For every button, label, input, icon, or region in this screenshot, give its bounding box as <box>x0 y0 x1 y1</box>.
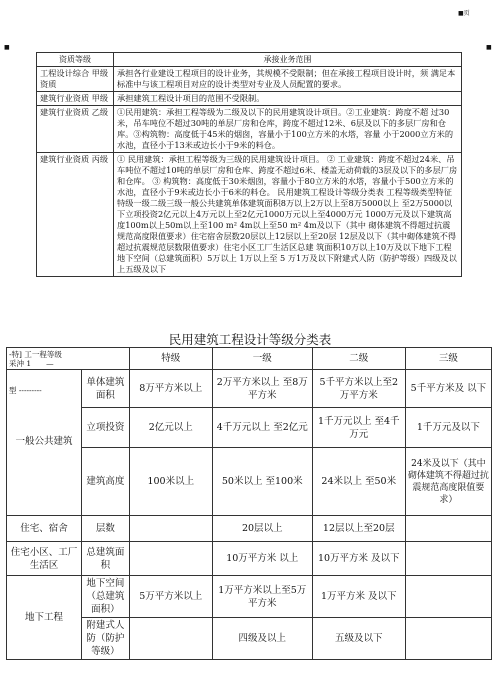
cell <box>129 516 212 542</box>
cell: 8万平方米以上 <box>129 370 212 408</box>
scope-cell: 承担建筑工程设计项目的范围不受限制。 <box>114 92 462 106</box>
category-housing: 住宅、宿舍 <box>7 516 82 542</box>
cell: 50米以上 至100米 <box>212 448 312 516</box>
cell: 五级及以下 <box>312 618 405 660</box>
grade-cell: 建筑行业资质 丙级 <box>37 153 114 277</box>
row-label: 附建式人防（防护等级） <box>82 618 130 660</box>
cell: 2亿元以上 <box>129 408 212 448</box>
cell: 2万平方米以上 至8万平方米 <box>212 370 312 408</box>
cell: 1千万元及以下 <box>405 408 491 448</box>
header-mark-right-2: ■ <box>486 44 492 51</box>
corner-cell <box>7 348 130 370</box>
corner-line-3: 型 --------- <box>9 385 42 395</box>
header-scope: 承接业务范围 <box>114 53 462 67</box>
scope-cell: 承担各行业建设工程项目的设计业务，其规模不受限制；但在承接工程项目设计时，须 满足本标准中与该工程项目对应的设计类型对专业及人员配置的要求。 <box>114 67 462 92</box>
cell: 24米及以下（其中砌体建筑不得超过抗震规范高度限值要求） <box>405 448 491 516</box>
category-public <box>7 370 82 516</box>
cell: 24米以上 至50米 <box>312 448 405 516</box>
corner-line-1: -特] 工一程等级 <box>9 349 62 359</box>
row-label: 单体建筑面积 <box>82 370 130 408</box>
row-label: 总建筑面积 <box>82 542 130 576</box>
cell: 20层以上 <box>212 516 312 542</box>
qualification-table <box>36 52 462 277</box>
table-row <box>7 542 492 576</box>
cell: 1万平方米以上至5万平方米 <box>212 576 312 618</box>
cell: 5万平方米以上 <box>129 576 212 618</box>
table-row <box>7 576 492 618</box>
table-row <box>37 92 462 106</box>
cell <box>405 576 491 618</box>
table-row <box>37 67 462 92</box>
cell: 5千平方米以上至2万平方米 <box>312 370 405 408</box>
category-underground: 地下工程 <box>7 576 82 660</box>
corner-line-2: 采沖 1 — <box>9 358 54 368</box>
cell: 1千万元以上 至4千万元 <box>312 408 405 448</box>
grade-third: 三级 <box>405 348 491 370</box>
classification-table <box>6 347 492 660</box>
cell: 10万平方米 及以下 <box>312 542 405 576</box>
cell: 四级及以上 <box>212 618 312 660</box>
cell <box>129 618 212 660</box>
category-public-label: 一般公共建筑 <box>15 435 73 447</box>
classification-title: 民用建筑工程设计等级分类表 <box>168 332 332 347</box>
cell <box>405 516 491 542</box>
cell <box>405 618 491 660</box>
grade-header-row <box>7 348 492 370</box>
page-header <box>0 0 500 51</box>
table-row <box>7 516 492 542</box>
category-district: 住宅小区、工厂生活区 <box>7 542 82 576</box>
cell: 1万平方米 及以下 <box>312 576 405 618</box>
row-label: 层数 <box>82 516 130 542</box>
table-header-row <box>37 53 462 67</box>
cell: 100米以上 <box>129 448 212 516</box>
cell: 10万平方米 以上 <box>212 542 312 576</box>
header-grade: 资质等级 <box>37 53 114 67</box>
cell: 5千平方米及 以下 <box>405 370 491 408</box>
table-row <box>37 106 462 153</box>
header-mark-left: ■ <box>4 44 10 51</box>
cell: 4千万元以上 至2亿元 <box>212 408 312 448</box>
grade-special: 特级 <box>129 348 212 370</box>
grade-cell: 建筑行业资质 乙级 <box>37 106 114 153</box>
scope-cell: ① 民用建筑：承担工程等级为三级的民用建筑设计项目。 ② 工业建筑：跨度不超过24米、吊车吨位不超过10吨的单层厂房和仓库、跨度不超过6米、楼盖无动荷载的3层及以下的多层厂房和仓库。 ③ 构筑物：高度低于30米烟囱，容量小于80立方米的水塔，容量小于500立方米的水池，直径小于9米或边长小于6米的料仓。 民用建筑工程设计等级分类表 工程等级类型特征特级一级二级三级一般公共建筑单体建筑面积8万以上2万以上至8万5000以上 至2万5000以下立项投资2亿元以上4万元以上至2亿元1000万元以上至4000万元 1000万元及以下建筑高度100m以上50m以上至100 m² 4m以上至50 m² 4m及以下（其中 砌体建筑不得超过抗震规范高度限值要求）住宅宿舍层数20层以上12层以上至20层 12层及以下（其中砌体建筑不得超过抗震规范层数限值要求）住宅小区工厂生活区总建 筑面积10万以上10万及以下地下工程地下空间（总建筑面积）5万以上 1万以上至 5 万1万及以下附建式人防（防护等级）四级及以上五级及以下 <box>114 153 462 277</box>
row-label: 建筑高度 <box>82 448 130 516</box>
row-label: 地下空间（总建筑面积） <box>82 576 130 618</box>
row-label: 立项投资 <box>82 408 130 448</box>
grade-first: 一级 <box>212 348 312 370</box>
table-row <box>37 153 462 277</box>
cell <box>405 542 491 576</box>
header-mark-right: ■页 <box>458 10 470 17</box>
grade-cell: 工程设计综合 甲级资质 <box>37 67 114 92</box>
grade-cell: 建筑行业资质 甲级 <box>37 92 114 106</box>
scope-cell: ①民用建筑：承担工程等级为二级及以下的民用建筑设计项目。②工业建筑：跨度不超 过30米，吊车吨位不超过30吨的单层厂房和仓库，跨度不超过12米、6层及以下的多层厂房和仓库。③构筑物：高度低于45米的烟囱，容量小于100立方米的水塔，容量 小于2000立方米的水池，直径小于13米或边长小于9米的料仓。 <box>114 106 462 153</box>
grade-second: 二级 <box>312 348 405 370</box>
table-row <box>7 370 492 408</box>
cell <box>129 542 212 576</box>
cell: 12层以上至20层 <box>312 516 405 542</box>
